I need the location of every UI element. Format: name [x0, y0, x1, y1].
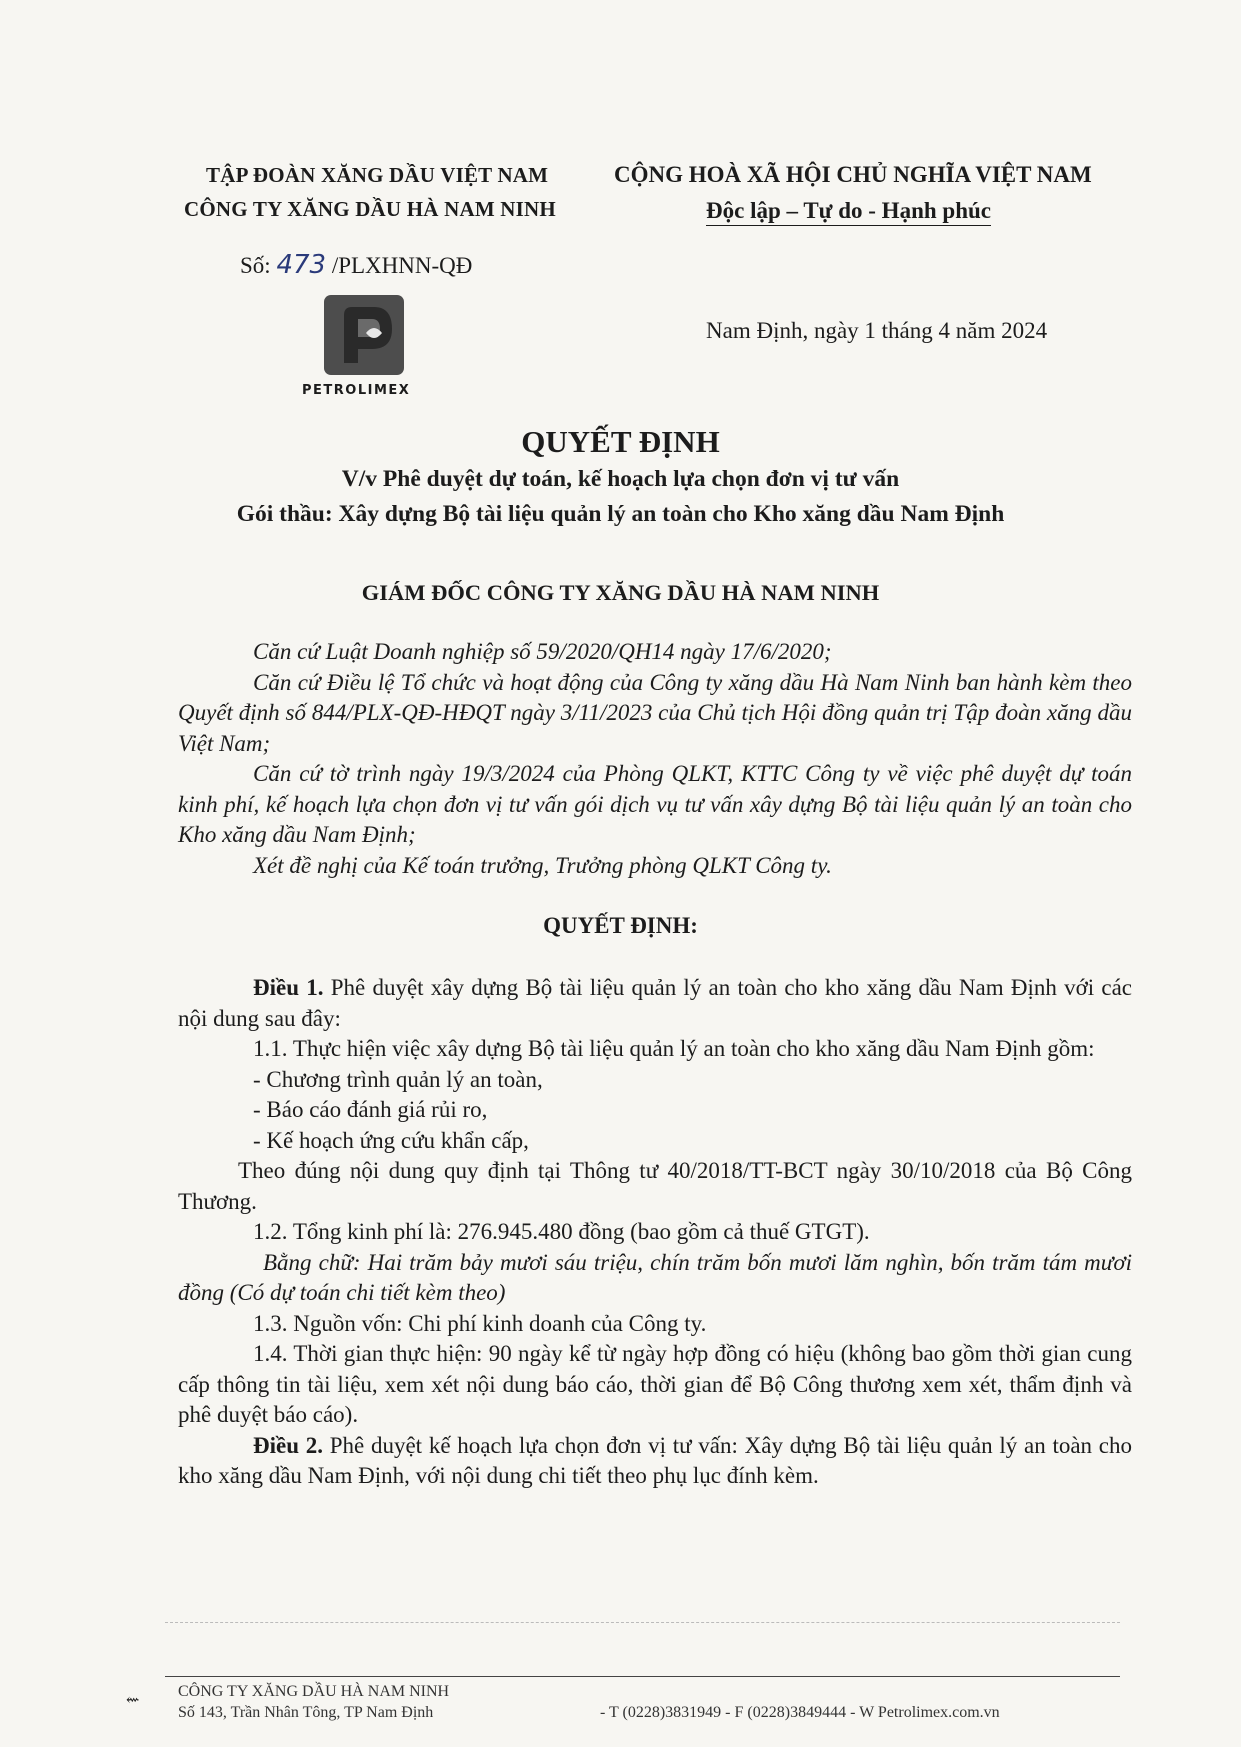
- doc-number-prefix: Số:: [240, 253, 271, 278]
- basis-item: Xét đề nghị của Kế toán trưởng, Trưởng phòng QLKT Công ty.: [253, 852, 832, 878]
- footer-mark-icon: ⇜: [126, 1692, 140, 1709]
- article-2-text: Phê duyệt kế hoạch lựa chọn đơn vị tư vấn: Xây dựng Bộ tài liệu quản lý an toàn cho kho xăng dầu Nam Định, với nội dung chi tiết theo phụ lục đính kèm.: [178, 1432, 1132, 1488]
- footer-divider: [165, 1676, 1120, 1677]
- place-date: Nam Định, ngày 1 tháng 4 năm 2024: [706, 318, 1048, 343]
- article-1-2: 1.2. Tổng kinh phí là: 276.945.480 đồng (bao gồm cả thuế GTGT).: [253, 1219, 870, 1244]
- decision-subject: V/v Phê duyệt dự toán, kế hoạch lựa chọn đơn vị tư vấn: [341, 466, 900, 492]
- footer-company: CÔNG TY XĂNG DẦU HÀ NAM NINH: [178, 1683, 450, 1700]
- basis-item: Căn cứ Luật Doanh nghiệp số 59/2020/QH14 ngày 17/6/2020;: [253, 639, 832, 664]
- basis-item: Căn cứ tờ trình ngày 19/3/2024 của Phòng QLKT, KTTC Công ty về việc phê duyệt dự toán kinh phí, kế hoạch lựa chọn đơn vị tư vấn gói dịch vụ tư vấn xây dựng Bộ tài liệu quản lý an toàn cho Kho xăng dầu Nam Định;: [178, 761, 1132, 847]
- basis-item: Căn cứ Điều lệ Tổ chức và hoạt động của Công ty xăng dầu Hà Nam Ninh ban hành kèm theo Quyết định số 844/PLX-QĐ-HĐQT ngày 3/11/2023 của Chủ tịch Hội đồng quản trị Tập đoàn xăng dầu Việt Nam;: [178, 669, 1132, 756]
- logo-text: PETROLIMEX: [302, 383, 411, 398]
- doc-number-suffix: /PLXHNN-QĐ: [331, 253, 473, 278]
- doc-number: [240, 250, 472, 280]
- scan-line: [165, 1622, 1120, 1623]
- org-name-company: CÔNG TY XĂNG DẦU HÀ NAM NINH: [184, 197, 556, 221]
- issuing-authority: GIÁM ĐỐC CÔNG TY XĂNG DẦU HÀ NAM NINH: [361, 580, 880, 605]
- list-item: - Chương trình quản lý an toàn,: [253, 1066, 543, 1092]
- decision-heading: QUYẾT ĐỊNH:: [543, 913, 698, 938]
- article-1-regulation: Theo đúng nội dung quy định tại Thông tư 40/2018/TT-BCT ngày 30/10/2018 của Bộ Công Thương.: [178, 1158, 1132, 1214]
- footer-contacts: - T (0228)3831949 - F (0228)3849444 - W Petrolimex.com.vn: [600, 1704, 1000, 1721]
- article-1-1: 1.1. Thực hiện việc xây dựng Bộ tài liệu quản lý an toàn cho kho xăng dầu Nam Định gồm:: [253, 1036, 1095, 1061]
- article-1: [178, 973, 1132, 1034]
- country-name: CỘNG HOÀ XÃ HỘI CHỦ NGHĨA VIỆT NAM: [614, 162, 1092, 187]
- decision-title: QUYẾT ĐỊNH: [521, 424, 720, 459]
- list-item: - Kế hoạch ứng cứu khẩn cấp,: [253, 1127, 529, 1153]
- list-item: - Báo cáo đánh giá rủi ro,: [253, 1097, 488, 1122]
- org-name-parent: TẬP ĐOÀN XĂNG DẦU VIỆT NAM: [206, 163, 549, 187]
- article-1-label: Điều 1.: [253, 975, 324, 1000]
- decision-package: Gói thầu: Xây dựng Bộ tài liệu quản lý an toàn cho Kho xăng dầu Nam Định: [236, 501, 1005, 527]
- article-2: [178, 1431, 1132, 1492]
- article-1-text: Phê duyệt xây dựng Bộ tài liệu quản lý an toàn cho kho xăng dầu Nam Định với các nội dung sau đây:: [178, 975, 1133, 1031]
- country-motto: Độc lập – Tự do - Hạnh phúc: [706, 198, 991, 226]
- article-1-2-words: Bằng chữ: Hai trăm bảy mươi sáu triệu, chín trăm bốn mươi lăm nghìn, bốn trăm tám mươi đồng (Có dự toán chi tiết kèm theo): [178, 1249, 1132, 1305]
- article-2-label: Điều 2.: [253, 1432, 323, 1458]
- legal-bases: [178, 637, 1132, 881]
- petrolimex-logo: [322, 293, 406, 382]
- footer-address: Số 143, Trần Nhân Tông, TP Nam Định: [178, 1704, 434, 1721]
- petrolimex-logo-icon: [322, 293, 406, 377]
- doc-number-handwritten: 473: [276, 250, 327, 280]
- article-1-4: 1.4. Thời gian thực hiện: 90 ngày kể từ ngày hợp đồng có hiệu (không bao gồm thời gian cung cấp thông tin tài liệu, xem xét nội dung báo cáo, thời gian để Bộ Công thương xem xét, thẩm định và phê duyệt báo cáo).: [178, 1341, 1132, 1427]
- decision-body: [178, 973, 1132, 1492]
- article-1-3: 1.3. Nguồn vốn: Chi phí kinh doanh của Công ty.: [253, 1310, 707, 1336]
